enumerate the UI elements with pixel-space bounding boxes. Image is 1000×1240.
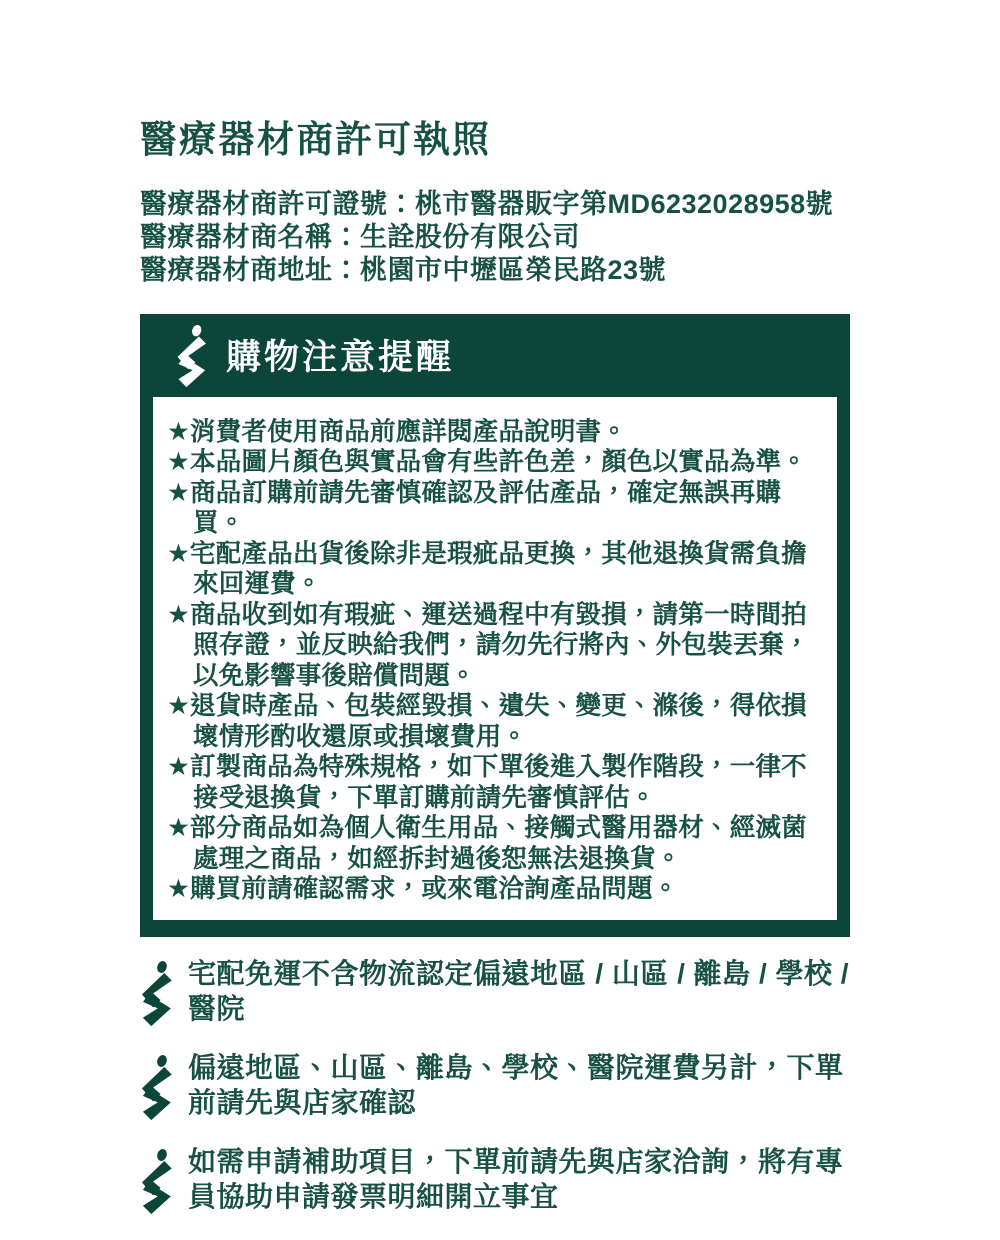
notice-item: ★退貨時產品、包裝經毀損、遺失、變更、滌後，得依損壞情形酌收還原或損壞費用。 xyxy=(167,692,807,751)
brand-logo-icon xyxy=(169,324,211,388)
footer-note-text: 偏遠地區、山區、離島、學校、醫院運費另計，下單前請先與店家確認 xyxy=(188,1051,844,1118)
brand-logo-icon xyxy=(133,1054,177,1121)
notice-item: ★本品圖片顏色與實品會有些許色差，顏色以實品為準。 xyxy=(167,448,807,477)
notice-item: ★訂製商品為特殊規格，如下單後進入製作階段，一律不接受退換貨，下單訂購前請先審慎評估。 xyxy=(167,753,807,812)
notice-title: 購物注意提醒 xyxy=(226,338,455,378)
merchant-name-line: 醫療器材商名稱：生詮股份有限公司 xyxy=(140,221,580,252)
license-number-line: 醫療器材商許可證號：桃市醫器販字第MD6232028958號 xyxy=(140,188,834,219)
footer-note-text: 如需申請補助項目，下單前請先與店家洽詢，將有專員協助申請發票明細開立事宜 xyxy=(188,1145,844,1212)
notice-item: ★商品收到如有瑕疵、運送過程中有毀損，請第一時間拍照存證，並反映給我們，請勿先行將內、外包裝丟棄，以免影響事後賠償問題。 xyxy=(167,600,810,690)
notice-box xyxy=(140,314,850,937)
notice-item: ★購買前請確認需求，或來電洽詢產品問題。 xyxy=(167,875,679,904)
notice-item: ★部分商品如為個人衛生用品、接觸式醫用器材、經滅菌處理之商品，如經拆封過後恕無法退換貨。 xyxy=(167,814,807,873)
shipping-notes xyxy=(140,956,866,1215)
notice-item: ★宅配產品出貨後除非是瑕疵品更換，其他退換貨需負擔來回運費。 xyxy=(167,539,807,599)
license-info xyxy=(140,188,866,287)
notice-list xyxy=(153,397,837,920)
brand-logo-icon xyxy=(133,1148,177,1215)
footer-note xyxy=(140,1144,866,1215)
page-title: 醫療器材商許可執照 xyxy=(140,118,491,160)
brand-logo-icon xyxy=(133,960,177,1027)
footer-note-text: 宅配免運不含物流認定偏遠地區 / 山區 / 離島 / 學校 / 醫院 xyxy=(188,957,850,1024)
footer-note xyxy=(140,956,866,1027)
notice-header xyxy=(152,314,838,397)
notice-item: ★消費者使用商品前應詳閱產品說明書。 xyxy=(167,417,627,446)
merchant-address-line: 醫療器材商地址：桃園市中壢區榮民路23號 xyxy=(140,254,667,285)
notice-item: ★商品訂購前請先審慎確認及評估產品，確定無誤再購買。 xyxy=(167,478,782,538)
footer-note xyxy=(140,1050,866,1121)
